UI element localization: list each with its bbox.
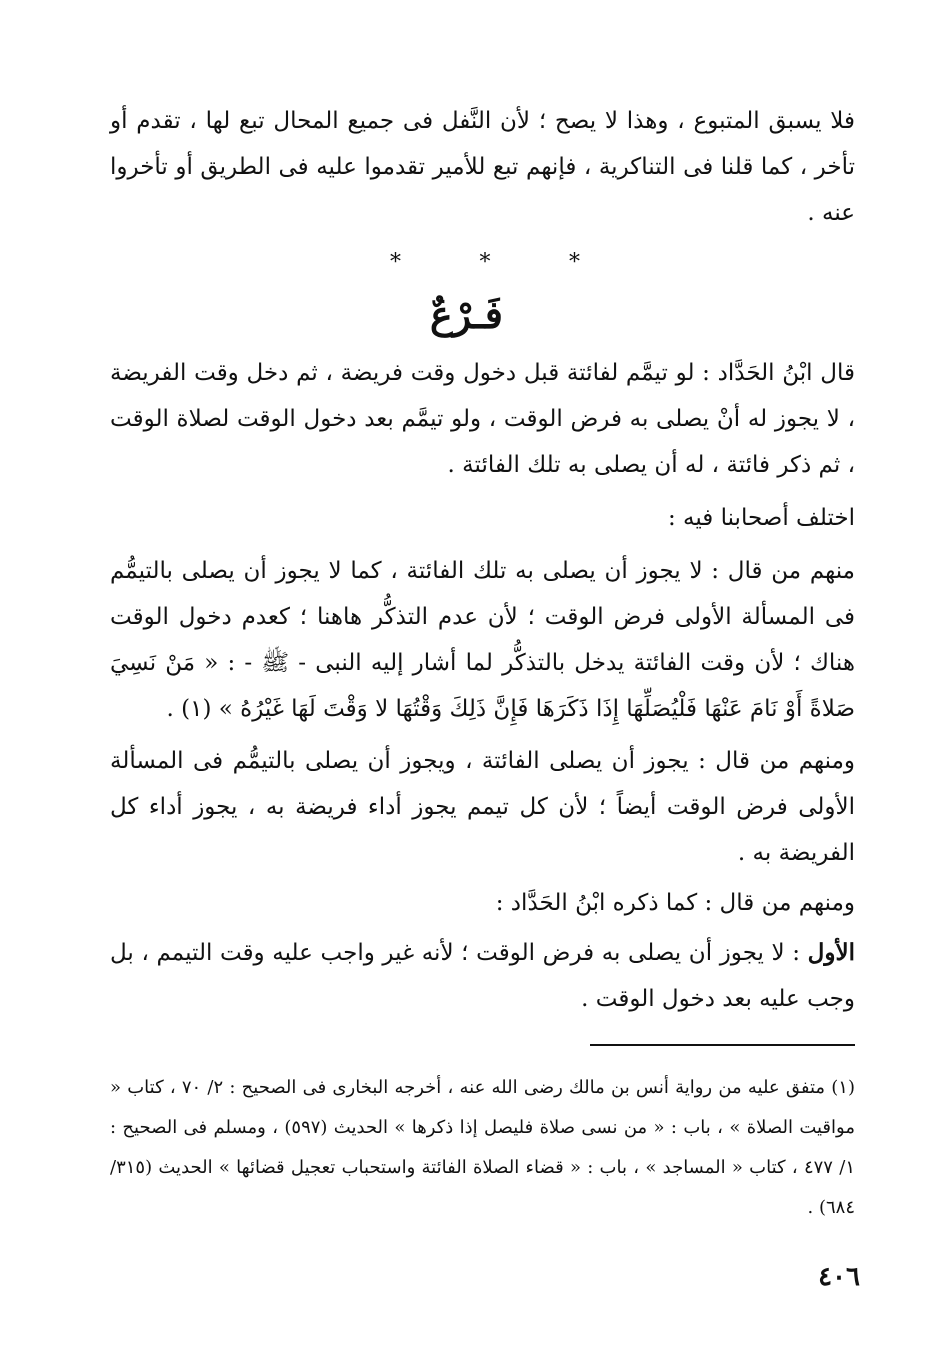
page-number: ٤٠٦ [818,1262,860,1292]
footnote: (١) متفق عليه من رواية أنس بن مالك رضى الله عنه ، أخرجه البخارى فى الصحيح : ٢/ ٧٠ ، كتاب « مواقيت الصلاة » ، باب : « من نسى صلاة فليصل إذا ذكرها » الحديث (٥٩٧) ، ومسلم فى الصحيح : ١/ ٤٧٧ ، كتاب « المساجد » ، باب : « قضاء الصلاة الفائتة واستحباب تعجيل قضائها » الحديث (٣١٥/ ٦٨٤) . [110,1077,855,1218]
section-heading: فَـرْعٌ [430,292,503,337]
paragraph-7 [110,930,855,1022]
footnote-divider [590,1044,855,1046]
star-icon: * [479,250,491,275]
paragraph-4: منهم من قال : لا يجوز أن يصلى به تلك الفائتة ، كما لا يجوز أن يصلى بالتيمُّم فى المسألة الأولى فرض الوقت ؛ لأن عدم التذكُّر هاهنا ؛ كعدم دخول الوقت هناك ؛ لأن وقت الفائتة يدخل بالتذكُّر لما أشار إليه النبى - ﷺ - : « مَنْ نَسِيَ صَلاةً أَوْ نَامَ عَنْهَا فَلْيُصَلِّهَا إِذَا ذَكَرَهَا فَإِنَّ ذَلِكَ وَقْتُهَا لا وَقْتَ لَهَا غَيْرُهُ » (١) . [110,558,855,722]
paragraph-5: ومنهم من قال : يجوز أن يصلى الفائتة ، ويجوز أن يصلى بالتيمُّم فى المسألة الأولى فرض الوقت أيضاً ؛ لأن كل تيمم يجوز أداء فريضة به ، يجوز أداء كل الفريضة به . [110,748,855,866]
paragraph-2: قال ابْنُ الحَدَّاد : لو تيمَّم لفائتة قبل دخول وقت فريضة ، ثم دخل وقت الفريضة ، لا يجوز له أنْ يصلى به فرض الوقت ، ولو تيمَّم بعد دخول الوقت لصلاة الوقت ، ثم ذكر فائتة ، له أن يصلى به تلك الفائتة . [110,360,855,478]
paragraph-1: فلا يسبق المتبوع ، وهذا لا يصح ؛ لأن النَّفل فى جميع المحال تبع لها ، تقدم أو تأخر ، كما قلنا فى التناكرية ، فإنهم تبع للأمير تقدموا عليه فى الطريق أو تأخروا عنه . [110,108,855,226]
paragraph-6: ومنهم من قال : كما ذكره ابْنُ الحَدَّاد : [495,890,855,916]
star-icon: * [569,250,580,275]
paragraph-7-lead: الأول [807,939,855,966]
paragraph-3: اختلف أصحابنا فيه : [667,505,855,531]
star-icon: * [390,250,401,275]
section-separator [390,250,580,280]
paragraph-7-body: : لا يجوز أن يصلى به فرض الوقت ؛ لأنه غير واجب عليه وقت التيمم ، بل وجب عليه بعد دخول الوقت . [110,940,855,1012]
